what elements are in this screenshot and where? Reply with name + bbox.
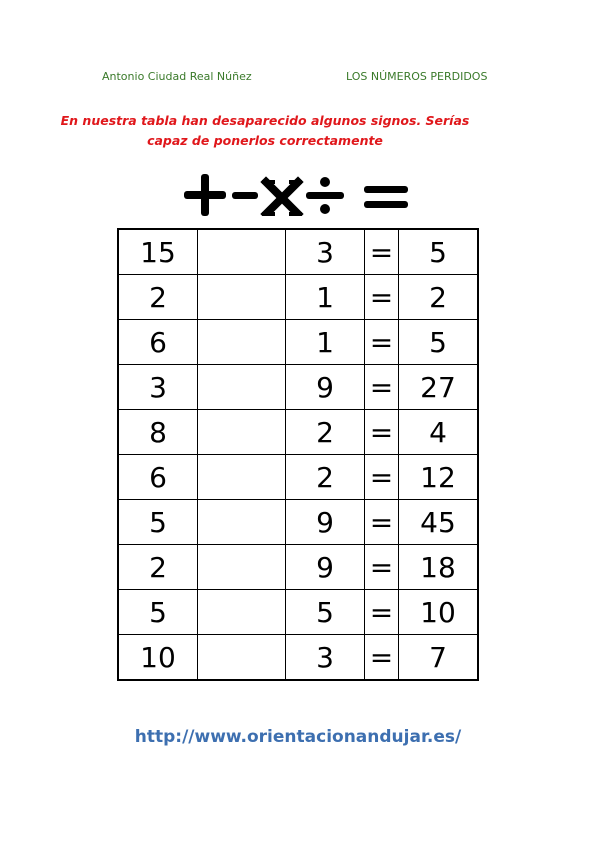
missing-sign-cell[interactable]: [198, 320, 286, 365]
second-number-cell: 1: [286, 275, 365, 320]
first-number-cell: 6: [118, 320, 198, 365]
times-icon: [262, 180, 302, 216]
instructions-line-1: En nuestra tabla han desaparecido algunos signos. Serías: [60, 113, 470, 128]
table-row: [118, 410, 478, 455]
first-number-cell: 10: [118, 635, 198, 681]
equals-cell: =: [365, 365, 399, 410]
result-cell: 10: [399, 590, 479, 635]
second-number-cell: 2: [286, 410, 365, 455]
result-cell: 4: [399, 410, 479, 455]
second-number-cell: 3: [286, 229, 365, 275]
second-number-cell: 9: [286, 365, 365, 410]
missing-sign-cell[interactable]: [198, 590, 286, 635]
table-row: [118, 275, 478, 320]
second-number-cell: 3: [286, 635, 365, 681]
first-number-cell: 2: [118, 545, 198, 590]
instructions: [60, 111, 470, 151]
second-number-cell: 9: [286, 545, 365, 590]
table-row: [118, 229, 478, 275]
result-cell: 5: [399, 320, 479, 365]
equals-cell: =: [365, 410, 399, 455]
result-cell: 12: [399, 455, 479, 500]
equals-cell: =: [365, 320, 399, 365]
equals-cell: =: [365, 590, 399, 635]
result-cell: 45: [399, 500, 479, 545]
table-row: [118, 500, 478, 545]
first-number-cell: 3: [118, 365, 198, 410]
first-number-cell: 8: [118, 410, 198, 455]
equals-cell: =: [365, 455, 399, 500]
missing-sign-cell[interactable]: [198, 455, 286, 500]
instructions-line-2: capaz de ponerlos correctamente: [147, 133, 383, 148]
author-name: Antonio Ciudad Real Núñez: [102, 70, 252, 83]
missing-sign-cell[interactable]: [198, 635, 286, 681]
first-number-cell: 15: [118, 229, 198, 275]
first-number-cell: 2: [118, 275, 198, 320]
missing-sign-cell[interactable]: [198, 545, 286, 590]
equals-cell: =: [365, 635, 399, 681]
equals-cell: =: [365, 545, 399, 590]
table-row: [118, 635, 478, 681]
plus-icon: [184, 174, 226, 216]
missing-sign-cell[interactable]: [198, 410, 286, 455]
missing-sign-cell[interactable]: [198, 275, 286, 320]
website-link[interactable]: http://www.orientacionandujar.es/: [134, 727, 462, 747]
operations-table: [117, 228, 479, 681]
table-row: [118, 365, 478, 410]
equals-icon: [364, 186, 408, 208]
result-cell: 5: [399, 229, 479, 275]
first-number-cell: 5: [118, 500, 198, 545]
first-number-cell: 5: [118, 590, 198, 635]
missing-sign-cell[interactable]: [198, 365, 286, 410]
second-number-cell: 5: [286, 590, 365, 635]
equals-cell: =: [365, 500, 399, 545]
worksheet-title: LOS NÚMEROS PERDIDOS: [346, 70, 488, 83]
second-number-cell: 9: [286, 500, 365, 545]
equals-cell: =: [365, 275, 399, 320]
second-number-cell: 2: [286, 455, 365, 500]
first-number-cell: 6: [118, 455, 198, 500]
table-row: [118, 545, 478, 590]
second-number-cell: 1: [286, 320, 365, 365]
equals-cell: =: [365, 229, 399, 275]
table-row: [118, 590, 478, 635]
result-cell: 2: [399, 275, 479, 320]
result-cell: 7: [399, 635, 479, 681]
divide-icon: [306, 177, 344, 214]
result-cell: 18: [399, 545, 479, 590]
math-symbols: [184, 174, 410, 216]
missing-sign-cell[interactable]: [198, 229, 286, 275]
missing-sign-cell[interactable]: [198, 500, 286, 545]
result-cell: 27: [399, 365, 479, 410]
minus-icon: [232, 192, 258, 199]
table-row: [118, 320, 478, 365]
table-row: [118, 455, 478, 500]
